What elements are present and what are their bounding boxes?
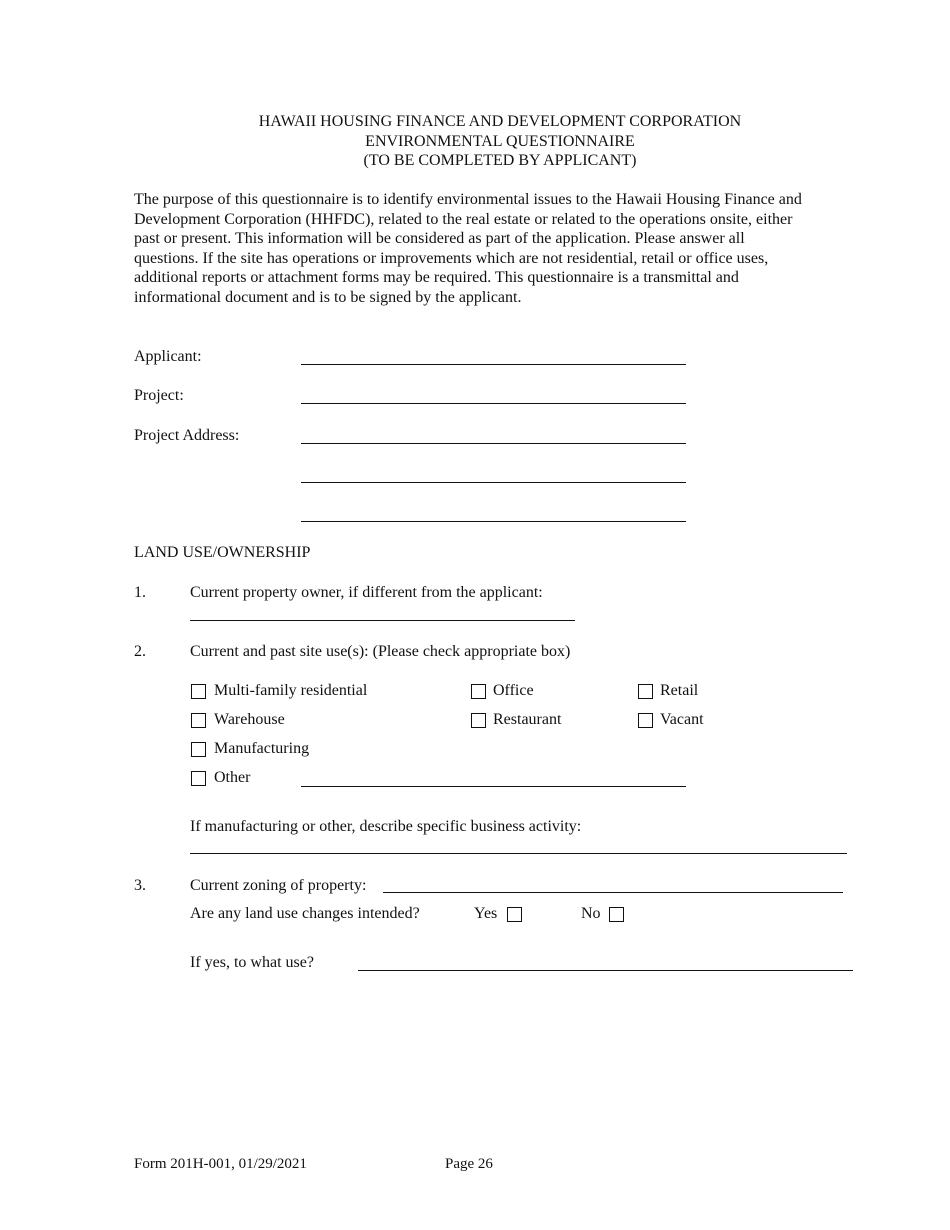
q2-text: Current and past site use(s): (Please check appropriate box) [190, 643, 571, 660]
q3-number: 3. [134, 877, 146, 894]
q1-text: Current property owner, if different from the applicant: [190, 584, 543, 601]
checkbox-retail[interactable] [638, 684, 653, 699]
header-line-3: (TO BE COMPLETED BY APPLICANT) [363, 152, 637, 169]
project-label: Project: [134, 387, 184, 404]
checkbox-restaurant[interactable] [471, 713, 486, 728]
intended-use-field[interactable] [358, 970, 853, 971]
label-office: Office [493, 682, 534, 699]
zoning-field[interactable] [383, 892, 843, 893]
label-vacant: Vacant [660, 711, 704, 728]
business-activity-field[interactable] [190, 853, 847, 854]
other-use-field[interactable] [301, 786, 686, 787]
intro-line: The purpose of this questionnaire is to identify environmental issues to the Hawaii Housing Finance and [134, 191, 802, 208]
intro-paragraph [134, 190, 850, 308]
label-manufacturing: Manufacturing [214, 740, 310, 757]
page-number: Page 26 [445, 1156, 493, 1172]
project-address-field-1[interactable] [301, 443, 686, 444]
checkbox-warehouse[interactable] [191, 713, 206, 728]
label-restaurant: Restaurant [493, 711, 562, 728]
label-warehouse: Warehouse [214, 711, 285, 728]
zoning-label: Current zoning of property: [190, 877, 367, 894]
intro-line: Development Corporation (HHFDC), related to the real estate or related to the operations onsite, either [134, 210, 793, 228]
checkbox-other[interactable] [191, 771, 206, 786]
checkbox-office[interactable] [471, 684, 486, 699]
label-retail: Retail [660, 682, 699, 699]
project-address-label: Project Address: [134, 427, 240, 444]
project-address-field-3[interactable] [301, 521, 686, 522]
section-title: LAND USE/OWNERSHIP [134, 544, 311, 561]
checkbox-yes[interactable] [507, 907, 522, 922]
checkbox-no[interactable] [609, 907, 624, 922]
checkbox-manufacturing[interactable] [191, 742, 206, 757]
business-activity-label: If manufacturing or other, describe specific business activity: [190, 818, 582, 835]
document-header [0, 112, 950, 171]
project-address-field-2[interactable] [301, 482, 686, 483]
header-line-1: HAWAII HOUSING FINANCE AND DEVELOPMENT CORPORATION [258, 113, 742, 130]
intro-line: questions. If the site has operations or improvements which are not residential, retail or office uses, [134, 249, 769, 267]
checkbox-vacant[interactable] [638, 713, 653, 728]
intro-line: past or present. This information will be considered as part of the application. Please answer all [134, 230, 745, 248]
intended-use-label: If yes, to what use? [190, 954, 314, 971]
applicant-label: Applicant: [134, 348, 202, 365]
label-other: Other [214, 769, 251, 786]
land-use-changes-label: Are any land use changes intended? [190, 905, 420, 922]
intro-line: informational document and is to be signed by the applicant. [134, 288, 522, 306]
project-field[interactable] [301, 403, 686, 404]
no-label: No [581, 905, 601, 922]
yes-label: Yes [474, 905, 498, 922]
checkbox-multifamily[interactable] [191, 684, 206, 699]
property-owner-field[interactable] [190, 620, 575, 621]
q1-number: 1. [134, 584, 146, 601]
applicant-field[interactable] [301, 364, 686, 365]
header-line-2: ENVIRONMENTAL QUESTIONNAIRE [365, 132, 635, 150]
q2-number: 2. [134, 643, 146, 660]
intro-line: additional reports or attachment forms may be required. This questionnaire is a transmittal and [134, 269, 739, 287]
form-number: Form 201H-001, 01/29/2021 [134, 1156, 307, 1172]
label-multifamily: Multi-family residential [214, 682, 368, 699]
